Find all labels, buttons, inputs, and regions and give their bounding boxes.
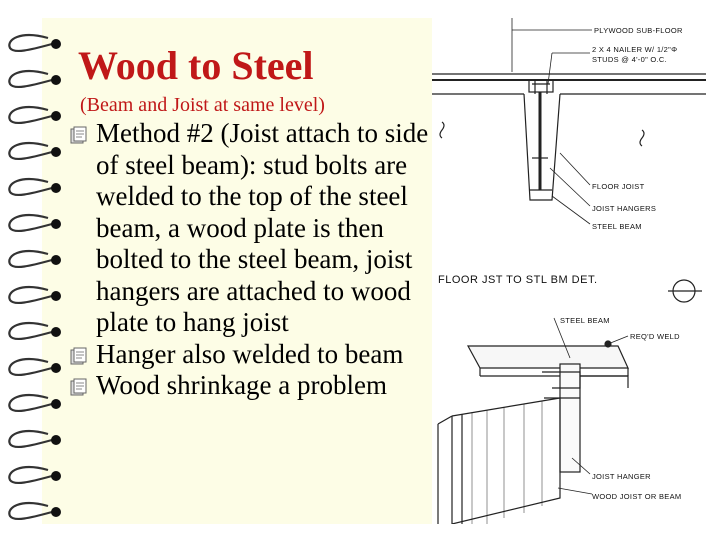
slide-subtitle: (Beam and Joist at same level) [80,94,325,116]
detail-title: FLOOR JST TO STL BM DET. [438,274,598,286]
label-steel-beam-top: STEEL BEAM [592,222,642,231]
label-wood-joist: WOOD JOIST OR BEAM [592,492,682,501]
spiral-binding-icon [0,0,80,540]
bullet-marker-icon [70,126,88,144]
label-plywood: PLYWOOD SUB-FLOOR [594,26,683,35]
construction-detail-drawing [432,18,706,524]
bullet-item [70,339,442,371]
slide-title: Wood to Steel [78,43,314,88]
bullet-list [70,118,442,402]
label-joist-hangers: JOIST HANGERS [592,204,657,213]
bullet-text: Method #2 (Joist attach to side of steel beam): stud bolts are welded to the top of the steel beam, a wood plate is then bolted to the steel beam, joist hangers are attached to wood plate to hang joist [96,118,429,337]
bullet-text: Wood shrinkage a problem [96,370,388,400]
label-reqd-weld: REQ'D WELD [630,332,680,341]
bullet-item [70,370,442,402]
bullet-item [70,118,442,339]
detail-linework [432,18,706,524]
label-joist-hanger: JOIST HANGER [592,472,651,481]
bullet-marker-icon [70,347,88,365]
bullet-marker-icon [70,378,88,396]
label-nailer-2: STUDS @ 4'-0" O.C. [592,55,668,64]
label-nailer-1: 2 X 4 NAILER W/ 1/2"Φ [592,45,678,54]
bullet-text: Hanger also welded to beam [96,338,404,369]
label-steel-beam-iso: STEEL BEAM [560,316,610,325]
label-floor-joist: FLOOR JOIST [592,182,645,191]
